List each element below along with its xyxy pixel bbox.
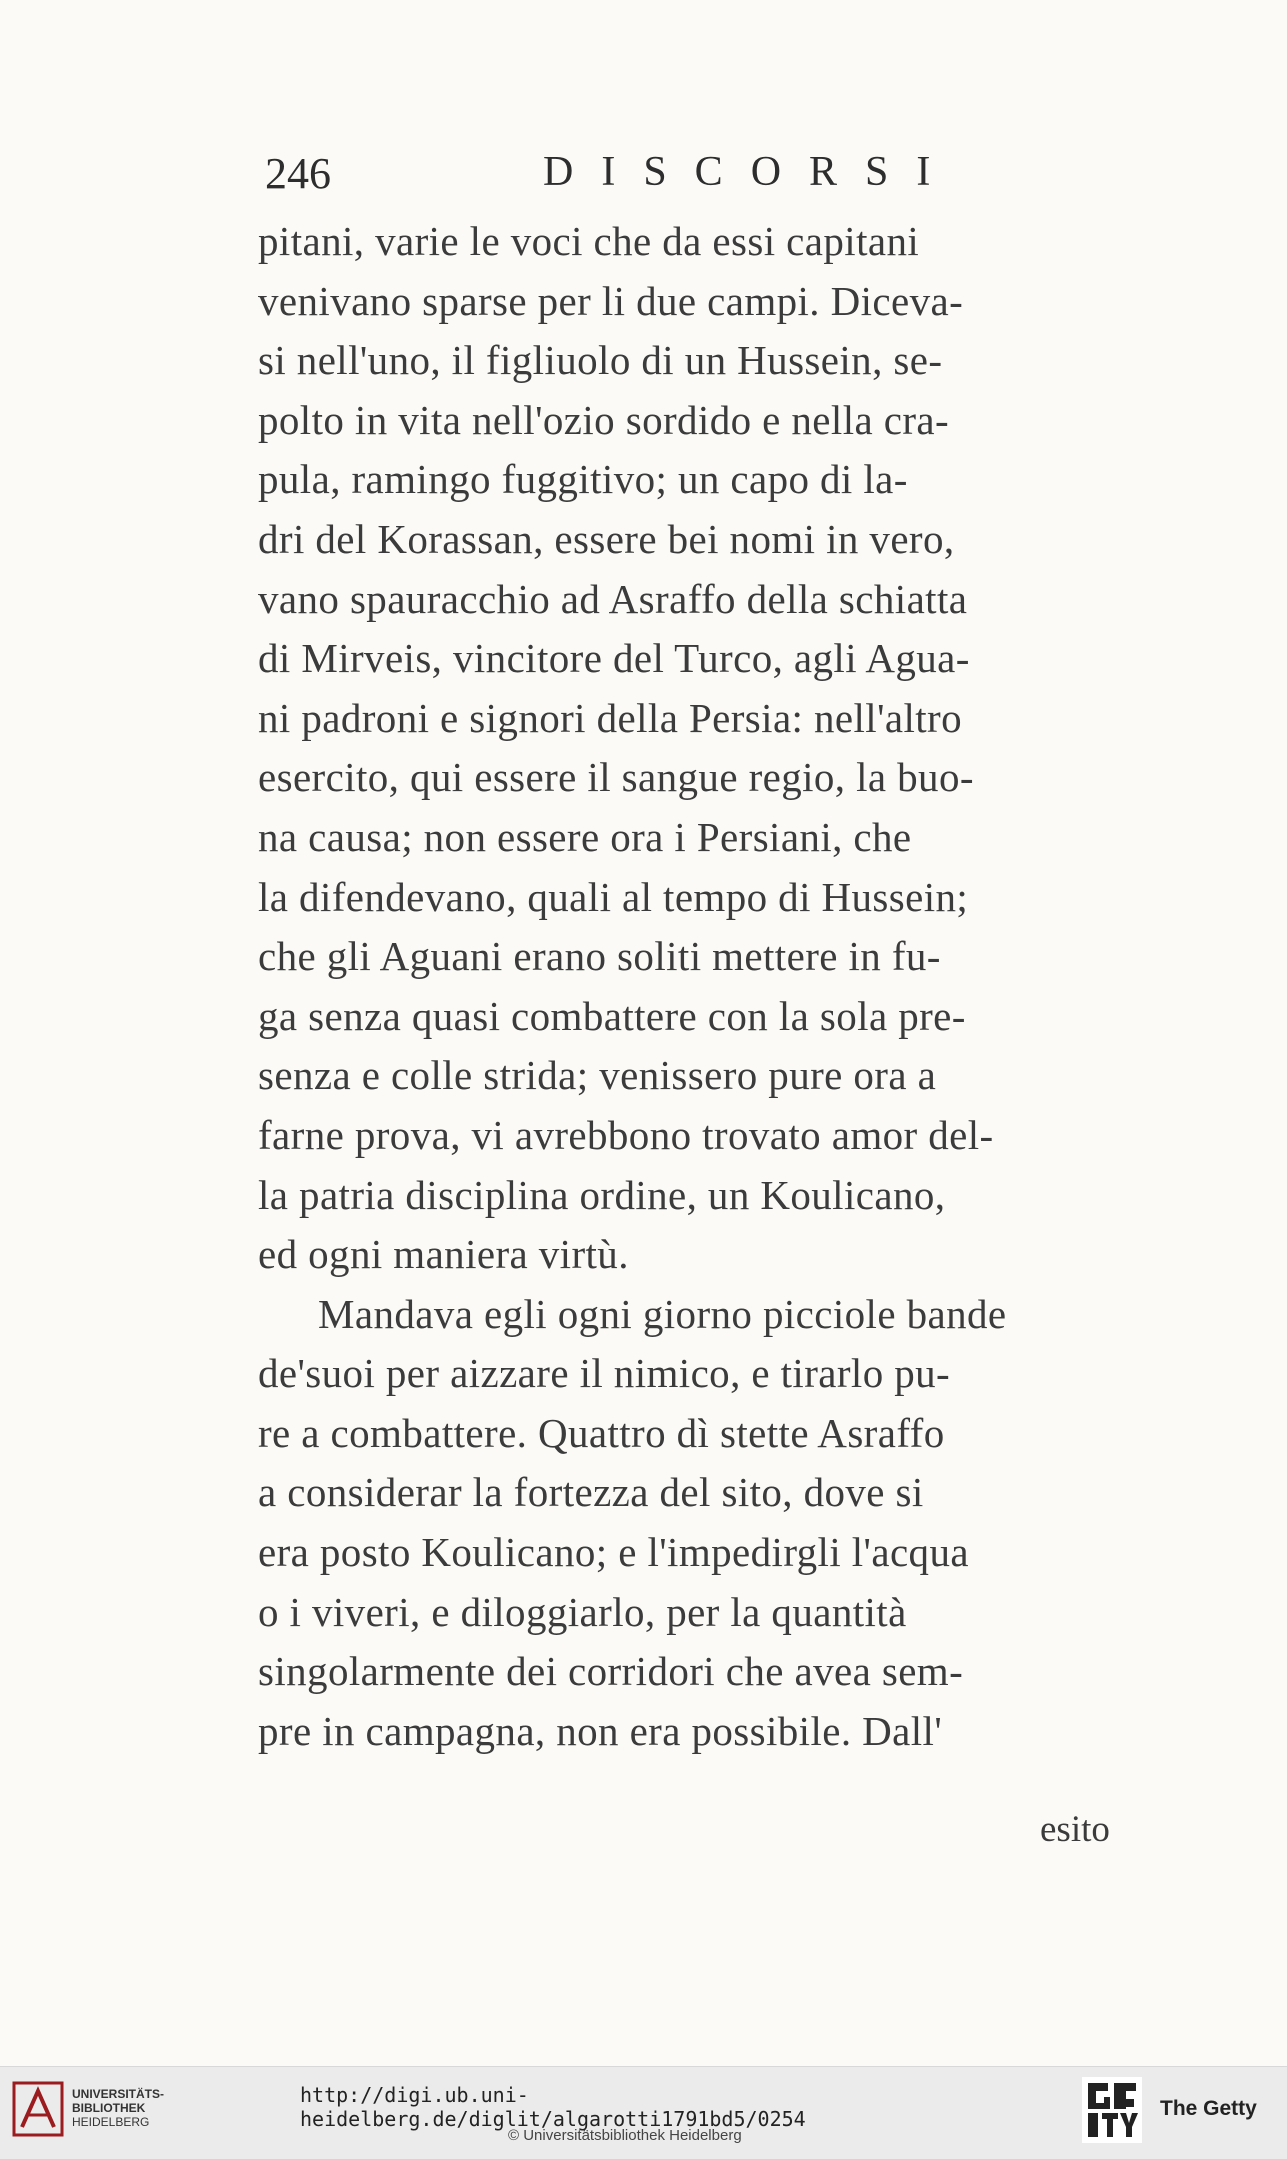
university-name-line: HEIDELBERG <box>72 2115 150 2129</box>
footer-bar <box>0 2066 1287 2159</box>
university-name-line: BIBLIOTHEK <box>72 2101 146 2115</box>
running-title: DISCORSI <box>543 149 959 195</box>
text-line: era posto Koulicano; e l'impedirgli l'acqua <box>258 1529 969 1576</box>
text-line: venivano sparse per li due campi. Diceva- <box>258 277 964 324</box>
text-line: si nell'uno, il figliuolo di un Hussein, se- <box>258 337 943 384</box>
catchword: esito <box>1040 1809 1110 1850</box>
text-line: pre in campagna, non era possibile. Dall' <box>258 1707 943 1754</box>
text-line: che gli Aguani erano soliti mettere in fu- <box>258 933 941 980</box>
text-line: la difendevano, quali al tempo di Hussein; <box>258 873 969 920</box>
text-line: na causa; non essere ora i Persiani, che <box>258 813 912 860</box>
text-line: esercito, qui essere il sangue regio, la buo- <box>258 754 974 801</box>
text-line: dri del Korassan, essere bei nomi in vero, <box>258 515 955 562</box>
text-line: de'suoi per aizzare il nimico, e tirarlo pu- <box>258 1350 951 1397</box>
copyright-notice: © Universitätsbibliothek Heidelberg <box>508 2127 742 2144</box>
text-line: vano spauracchio ad Asraffo della schiatta <box>258 575 968 622</box>
getty-logo-icon <box>1082 2077 1142 2143</box>
text-line: singolarmente dei corridori che avea sem- <box>258 1648 964 1695</box>
text-line: farne prova, vi avrebbono trovato amor del- <box>258 1111 994 1158</box>
university-logo-icon <box>12 2081 64 2137</box>
text-line: ni padroni e signori della Persia: nell'altro <box>258 694 962 741</box>
text-line: di Mirveis, vincitore del Turco, agli Agua- <box>258 635 970 682</box>
permalink-url[interactable]: http://digi.ub.uni-heidelberg.de/diglit/algarotti1791bd5/0254 <box>300 2083 806 2131</box>
text-line: pula, ramingo fuggitivo; un capo di la- <box>258 456 908 503</box>
text-line: a considerar la fortezza del sito, dove si <box>258 1469 924 1516</box>
partner-name: The Getty <box>1160 2097 1257 2120</box>
running-head <box>265 148 959 204</box>
page-number: 246 <box>265 149 331 198</box>
text-line: polto in vita nell'ozio sordido e nella cra- <box>258 396 950 443</box>
university-name-line: UNIVERSITÄTS- <box>72 2087 165 2101</box>
text-line: Mandava egli ogni giorno picciole bande <box>318 1290 1007 1337</box>
text-line: pitani, varie le voci che da essi capitani <box>258 218 920 264</box>
university-name <box>72 2087 164 2129</box>
body-text <box>258 212 1183 1761</box>
text-line: ed ogni maniera virtù. <box>258 1231 629 1278</box>
text-line: re a combattere. Quattro dì stette Asraffo <box>258 1409 945 1456</box>
text-line: ga senza quasi combattere con la sola pre- <box>258 992 966 1039</box>
text-line: senza e colle strida; venissero pure ora a <box>258 1052 937 1099</box>
text-line: la patria disciplina ordine, un Koulicano, <box>258 1171 946 1218</box>
text-line: o i viveri, e diloggiarlo, per la quantità <box>258 1588 907 1635</box>
